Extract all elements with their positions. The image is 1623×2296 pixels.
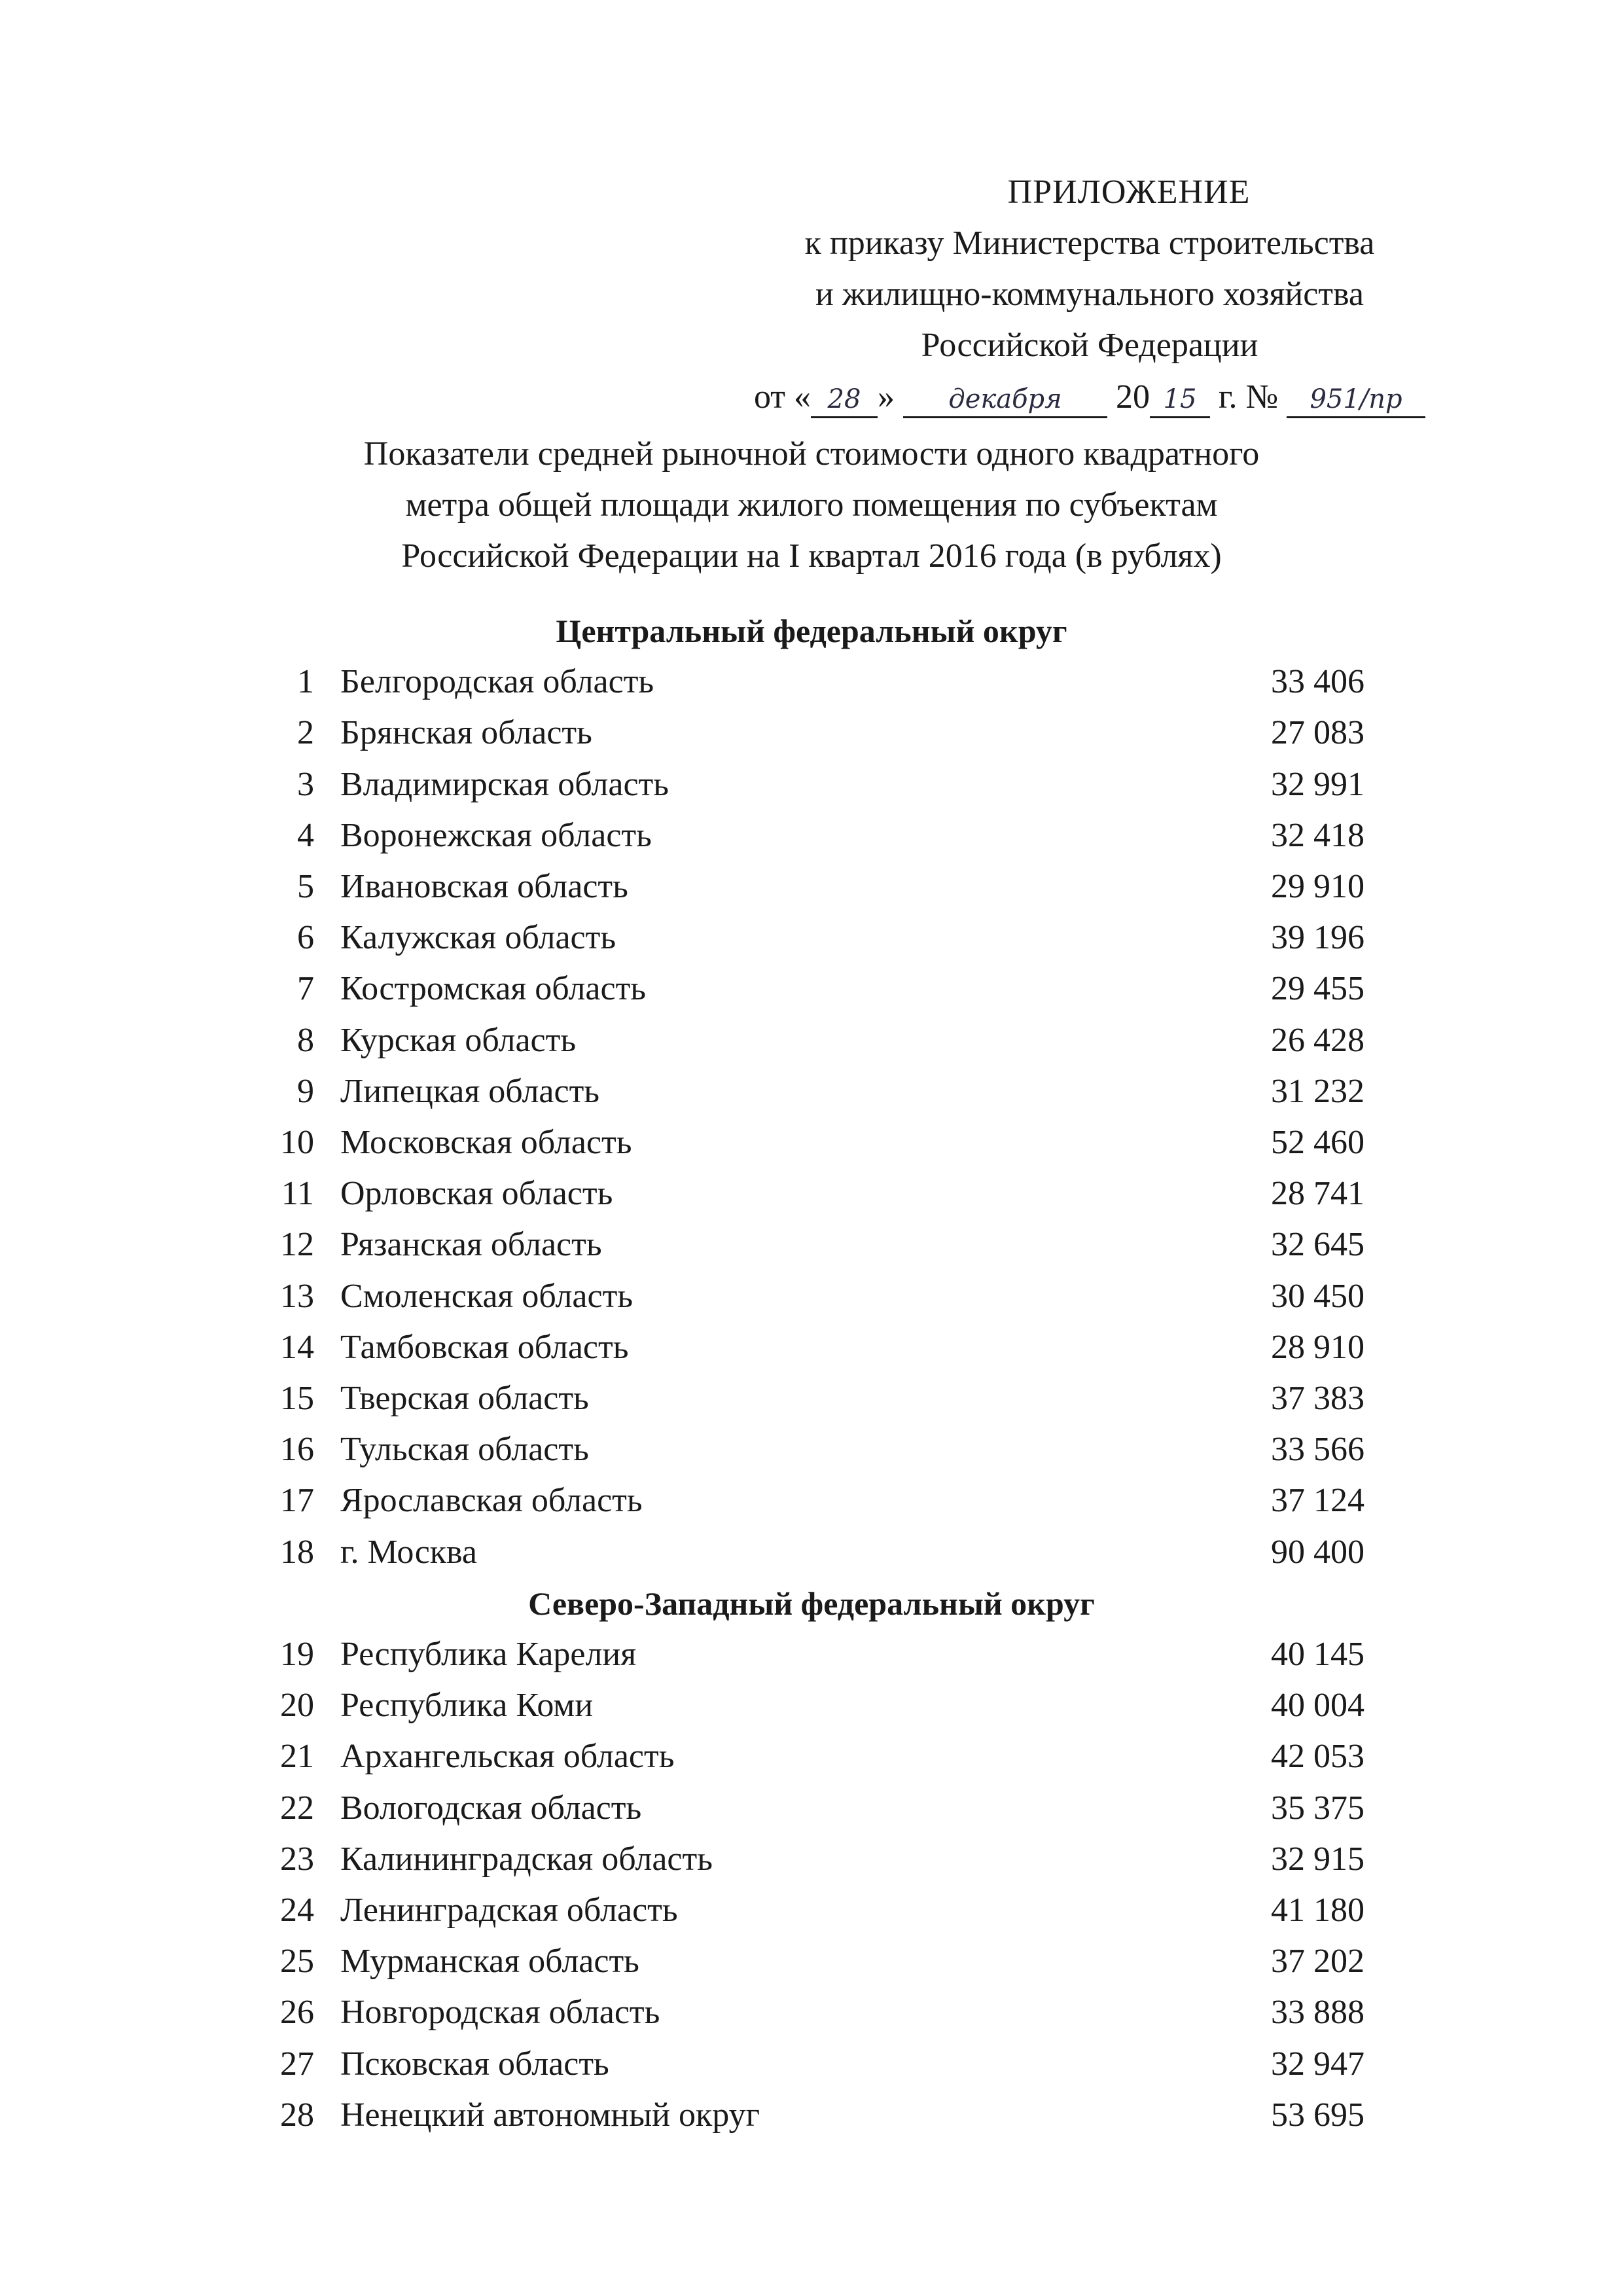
price-value: 40 004 xyxy=(1271,1687,1364,1725)
document-title-line-3: Российской Федерации на I квартал 2016 года (в рублях) xyxy=(401,537,1222,575)
order-prefix: от « xyxy=(753,378,811,416)
table-row xyxy=(0,1373,1623,1424)
table-row xyxy=(0,963,1623,1014)
row-number: 12 xyxy=(280,1226,314,1264)
price-value: 33 406 xyxy=(1271,663,1364,701)
order-month-handwritten: декабря xyxy=(903,382,1107,418)
table-row xyxy=(0,1271,1623,1322)
price-value: 41 180 xyxy=(1271,1892,1364,1929)
table-row xyxy=(0,1015,1623,1066)
row-number: 10 xyxy=(280,1124,314,1161)
row-number: 24 xyxy=(280,1892,314,1929)
row-number: 27 xyxy=(280,2045,314,2083)
table-row xyxy=(0,912,1623,963)
order-number-handwritten: 951/пр xyxy=(1287,382,1425,418)
price-value: 37 383 xyxy=(1271,1380,1364,1417)
table-row xyxy=(0,1834,1623,1885)
region-name: Владимирская область xyxy=(340,765,669,803)
region-name: Ивановская область xyxy=(340,868,628,905)
row-number: 7 xyxy=(297,970,314,1008)
row-number: 9 xyxy=(297,1072,314,1110)
region-name: Республика Карелия xyxy=(340,1636,637,1673)
row-number: 13 xyxy=(280,1277,314,1315)
price-value: 42 053 xyxy=(1271,1738,1364,1776)
order-day-handwritten: 28 xyxy=(811,382,878,418)
order-year-handwritten: 15 xyxy=(1150,382,1210,418)
region-name: Курская область xyxy=(340,1021,577,1059)
order-number-label: г. № xyxy=(1218,378,1279,416)
row-number: 2 xyxy=(297,714,314,752)
region-name: Смоленская область xyxy=(340,1277,633,1315)
table-row xyxy=(0,1527,1623,1578)
district-heading: Центральный федеральный округ xyxy=(556,613,1067,649)
price-value: 37 124 xyxy=(1271,1482,1364,1520)
price-value: 37 202 xyxy=(1271,1943,1364,1981)
price-value: 53 695 xyxy=(1271,2096,1364,2134)
table-row xyxy=(0,1168,1623,1219)
table-row xyxy=(0,1783,1623,1834)
row-number: 28 xyxy=(280,2096,314,2134)
region-name: Мурманская область xyxy=(340,1943,639,1981)
price-value: 52 460 xyxy=(1271,1124,1364,1161)
region-name: Тамбовская область xyxy=(340,1328,629,1366)
row-number: 17 xyxy=(280,1482,314,1520)
table-row xyxy=(0,1885,1623,1936)
price-value: 90 400 xyxy=(1271,1533,1364,1571)
table-row xyxy=(0,1936,1623,1987)
region-name: Новгородская область xyxy=(340,1994,660,2032)
order-year-prefix: 20 xyxy=(1115,378,1150,416)
price-value: 27 083 xyxy=(1271,714,1364,752)
price-value: 40 145 xyxy=(1271,1636,1364,1673)
price-value: 28 910 xyxy=(1271,1328,1364,1366)
row-number: 1 xyxy=(297,663,314,701)
region-name: Ленинградская область xyxy=(340,1892,678,1929)
price-value: 29 910 xyxy=(1271,868,1364,905)
row-number: 5 xyxy=(297,868,314,905)
price-value: 28 741 xyxy=(1271,1175,1364,1213)
row-number: 18 xyxy=(280,1533,314,1571)
row-number: 15 xyxy=(280,1380,314,1417)
table-row xyxy=(0,1987,1623,2038)
row-number: 4 xyxy=(297,816,314,854)
document-title-line-1: Показатели средней рыночной стоимости одного квадратного xyxy=(363,435,1260,473)
region-name: Калужская область xyxy=(340,919,616,957)
price-value: 33 566 xyxy=(1271,1431,1364,1469)
region-name: г. Москва xyxy=(340,1533,477,1571)
table-row xyxy=(0,1475,1623,1526)
table-row xyxy=(0,1424,1623,1475)
table-row xyxy=(0,708,1623,759)
table-row xyxy=(0,1731,1623,1782)
region-name: Псковская область xyxy=(340,2045,609,2083)
table-row xyxy=(0,1219,1623,1270)
row-number: 3 xyxy=(297,765,314,803)
region-name: Ярославская область xyxy=(340,1482,643,1520)
appendix-header xyxy=(707,167,1472,423)
table-row xyxy=(0,2090,1623,2141)
document-title xyxy=(196,429,1427,582)
table-row xyxy=(0,759,1623,810)
region-name: Московская область xyxy=(340,1124,632,1161)
price-value: 32 991 xyxy=(1271,765,1364,803)
row-number: 22 xyxy=(280,1789,314,1827)
table-row xyxy=(0,1629,1623,1680)
row-number: 25 xyxy=(280,1943,314,1981)
table-row xyxy=(0,1322,1623,1373)
appendix-order-line-2: и жилищно-коммунального хозяйства xyxy=(815,276,1364,313)
table-row xyxy=(0,2039,1623,2090)
price-value: 26 428 xyxy=(1271,1021,1364,1059)
region-name: Брянская область xyxy=(340,714,592,752)
row-number: 19 xyxy=(280,1636,314,1673)
row-number: 23 xyxy=(280,1840,314,1878)
row-number: 20 xyxy=(280,1687,314,1725)
row-number: 21 xyxy=(280,1738,314,1776)
row-number: 6 xyxy=(297,919,314,957)
region-name: Липецкая область xyxy=(340,1072,600,1110)
row-number: 14 xyxy=(280,1328,314,1366)
price-value: 31 232 xyxy=(1271,1072,1364,1110)
table-row xyxy=(0,1066,1623,1117)
table-row xyxy=(0,810,1623,861)
region-name: Костромская область xyxy=(340,970,647,1008)
row-number: 11 xyxy=(281,1175,314,1213)
price-value: 33 888 xyxy=(1271,1994,1364,2032)
appendix-title: ПРИЛОЖЕНИЕ xyxy=(1007,173,1251,211)
price-value: 35 375 xyxy=(1271,1789,1364,1827)
document-title-line-2: метра общей площади жилого помещения по субъектам xyxy=(405,486,1218,524)
region-name: Тульская область xyxy=(340,1431,589,1469)
region-name: Вологодская область xyxy=(340,1789,642,1827)
region-name: Архангельская область xyxy=(340,1738,675,1776)
table-row xyxy=(0,1117,1623,1168)
price-value: 32 915 xyxy=(1271,1840,1364,1878)
price-value: 30 450 xyxy=(1271,1277,1364,1315)
region-name: Белгородская область xyxy=(340,663,654,701)
region-name: Ненецкий автономный округ xyxy=(340,2096,760,2134)
region-name: Калининградская область xyxy=(340,1840,713,1878)
region-name: Орловская область xyxy=(340,1175,613,1213)
row-number: 8 xyxy=(297,1021,314,1059)
price-value: 39 196 xyxy=(1271,919,1364,957)
region-name: Воронежская область xyxy=(340,816,652,854)
table-row xyxy=(0,656,1623,708)
region-name: Республика Коми xyxy=(340,1687,594,1725)
order-quote-close: » xyxy=(877,378,895,416)
row-number: 26 xyxy=(280,1994,314,2032)
region-name: Рязанская область xyxy=(340,1226,602,1264)
price-value: 32 947 xyxy=(1271,2045,1364,2083)
region-name: Тверская область xyxy=(340,1380,589,1417)
appendix-order-line-1: к приказу Министерства строительства xyxy=(804,224,1375,262)
order-reference xyxy=(707,371,1472,423)
table-row xyxy=(0,861,1623,912)
row-number: 16 xyxy=(280,1431,314,1469)
price-value: 32 645 xyxy=(1271,1226,1364,1264)
appendix-order-line-3: Российской Федерации xyxy=(921,327,1258,364)
price-value: 32 418 xyxy=(1271,816,1364,854)
table-row xyxy=(0,1680,1623,1731)
price-value: 29 455 xyxy=(1271,970,1364,1008)
district-heading: Северо-Западный федеральный округ xyxy=(528,1585,1095,1622)
